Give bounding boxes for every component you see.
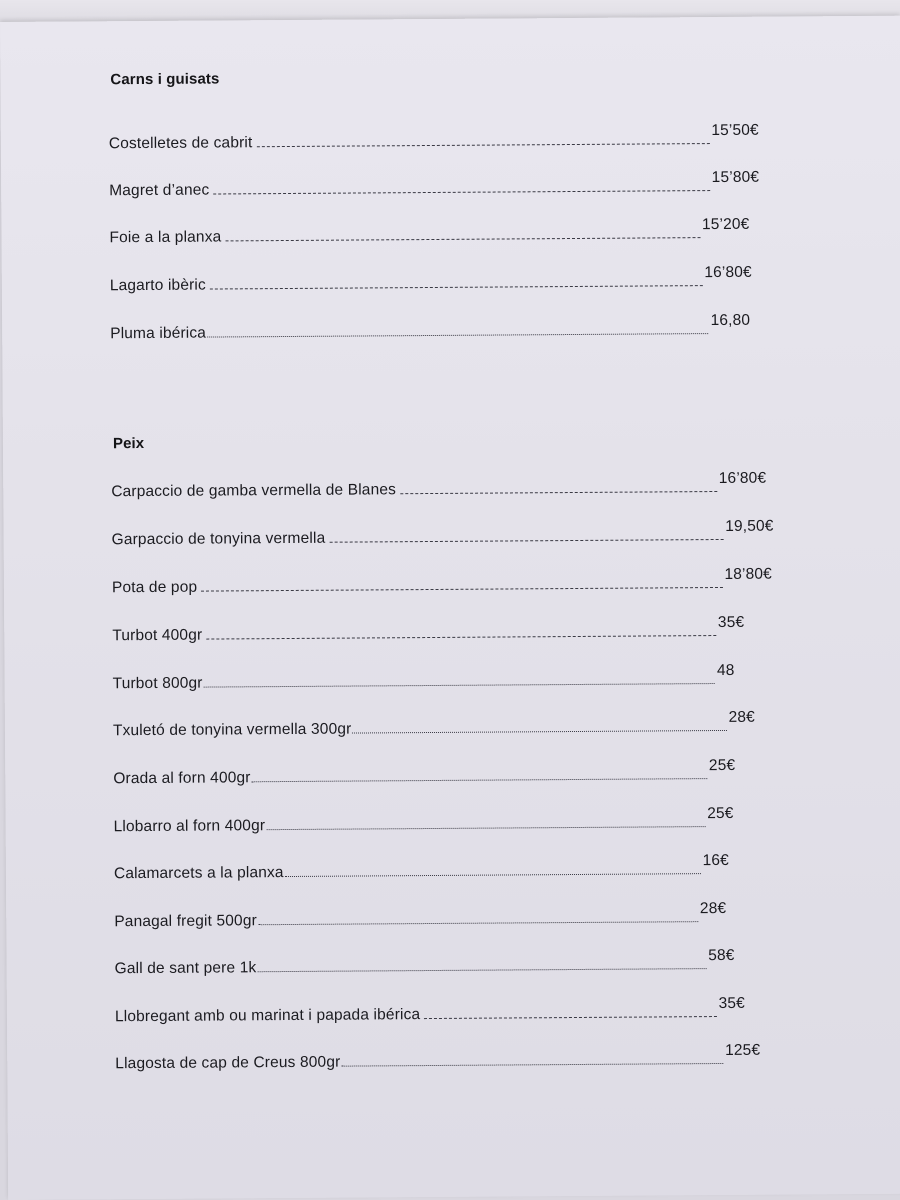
item-name: Panagal fregit 500gr bbox=[114, 912, 257, 931]
item-price: 15’20€ bbox=[701, 215, 750, 234]
item-name: Costelletes de cabrit bbox=[108, 134, 253, 153]
item-name: Orada al forn 400gr bbox=[113, 769, 251, 788]
item-name: Turbot 800gr bbox=[112, 674, 203, 693]
item-name: Carpaccio de gamba vermella de Blanes bbox=[111, 481, 397, 501]
item-price: 58€ bbox=[708, 946, 735, 965]
leader-line bbox=[341, 1062, 723, 1067]
menu-item-pluma bbox=[110, 311, 751, 343]
leader-line bbox=[258, 920, 698, 925]
leader-line bbox=[201, 586, 722, 592]
item-price: 15’80€ bbox=[711, 168, 760, 187]
item-name: Lagarto ibèric bbox=[109, 276, 206, 295]
menu-item-llobregant bbox=[114, 994, 745, 1026]
item-price: 125€ bbox=[725, 1041, 761, 1059]
item-name: Llobregant amb ou marinat i papada ibérica bbox=[114, 1006, 421, 1026]
menu-item-foie bbox=[109, 215, 750, 247]
leader-line bbox=[400, 490, 717, 494]
leader-line bbox=[266, 825, 705, 830]
leader-line bbox=[352, 729, 726, 734]
item-name: Llobarro al forn 400gr bbox=[113, 817, 266, 836]
item-name: Magret d’anec bbox=[109, 181, 210, 200]
item-name: Llagosta de cap de Creus 800gr bbox=[115, 1053, 341, 1073]
menu-item-lagarto bbox=[109, 263, 752, 295]
item-price: 18’80€ bbox=[724, 565, 772, 583]
leader-line bbox=[207, 332, 709, 338]
item-name: Txuletó de tonyina vermella 300gr bbox=[112, 720, 352, 740]
leader-line bbox=[252, 777, 707, 782]
menu-item-pota-pop bbox=[111, 565, 772, 598]
leader-line bbox=[424, 1015, 716, 1019]
menu-item-carpaccio-gamba bbox=[111, 469, 767, 502]
menu-page bbox=[0, 16, 900, 1200]
menu-item-magret bbox=[109, 168, 760, 201]
item-price: 16€ bbox=[702, 851, 729, 870]
leader-line bbox=[256, 142, 709, 147]
item-price: 19,50€ bbox=[725, 517, 774, 535]
leader-line bbox=[225, 236, 700, 241]
leader-line bbox=[206, 634, 716, 640]
item-name: Turbot 400gr bbox=[112, 626, 203, 645]
menu-item-turbot-400 bbox=[112, 613, 745, 645]
item-name: Foie a la planxa bbox=[109, 228, 222, 247]
leader-line bbox=[204, 682, 715, 688]
section-title-carns: Carns i guisats bbox=[110, 70, 220, 89]
leader-line bbox=[213, 189, 709, 194]
item-price: 25€ bbox=[707, 804, 734, 823]
item-name: Pota de pop bbox=[111, 578, 198, 597]
item-price: 35€ bbox=[717, 613, 745, 632]
leader-line bbox=[329, 538, 723, 543]
item-price: 16,80 bbox=[710, 311, 751, 330]
menu-item-orada bbox=[113, 756, 736, 788]
menu-item-llobarro bbox=[113, 804, 734, 836]
item-name: Gall de sant pere 1k bbox=[114, 959, 257, 978]
item-price: 25€ bbox=[708, 756, 736, 775]
menu-item-panagal bbox=[114, 899, 727, 931]
item-price: 16’80€ bbox=[704, 263, 752, 282]
menu-item-garpaccio-tonyina bbox=[111, 517, 774, 550]
item-price: 28€ bbox=[699, 899, 727, 918]
item-name: Pluma ibérica bbox=[110, 324, 207, 343]
section-title-peix: Peix bbox=[112, 435, 145, 453]
leader-line bbox=[257, 967, 706, 972]
menu-item-turbot-800 bbox=[112, 661, 735, 693]
menu-item-gall-sant-pere bbox=[114, 946, 735, 978]
item-price: 48 bbox=[716, 661, 735, 680]
menu-item-costelletes bbox=[108, 121, 759, 154]
item-price: 16’80€ bbox=[718, 469, 767, 487]
menu-item-calamarcets bbox=[113, 851, 729, 883]
menu-item-txuleto bbox=[112, 708, 755, 740]
item-price: 35€ bbox=[718, 994, 745, 1013]
leader-line bbox=[210, 284, 703, 289]
menu-item-llagosta bbox=[115, 1041, 761, 1074]
leader-line bbox=[285, 872, 701, 877]
item-price: 15’50€ bbox=[711, 121, 759, 140]
item-name: Garpaccio de tonyina vermella bbox=[111, 529, 326, 549]
item-price: 28€ bbox=[728, 708, 755, 726]
item-name: Calamarcets a la planxa bbox=[113, 864, 284, 883]
